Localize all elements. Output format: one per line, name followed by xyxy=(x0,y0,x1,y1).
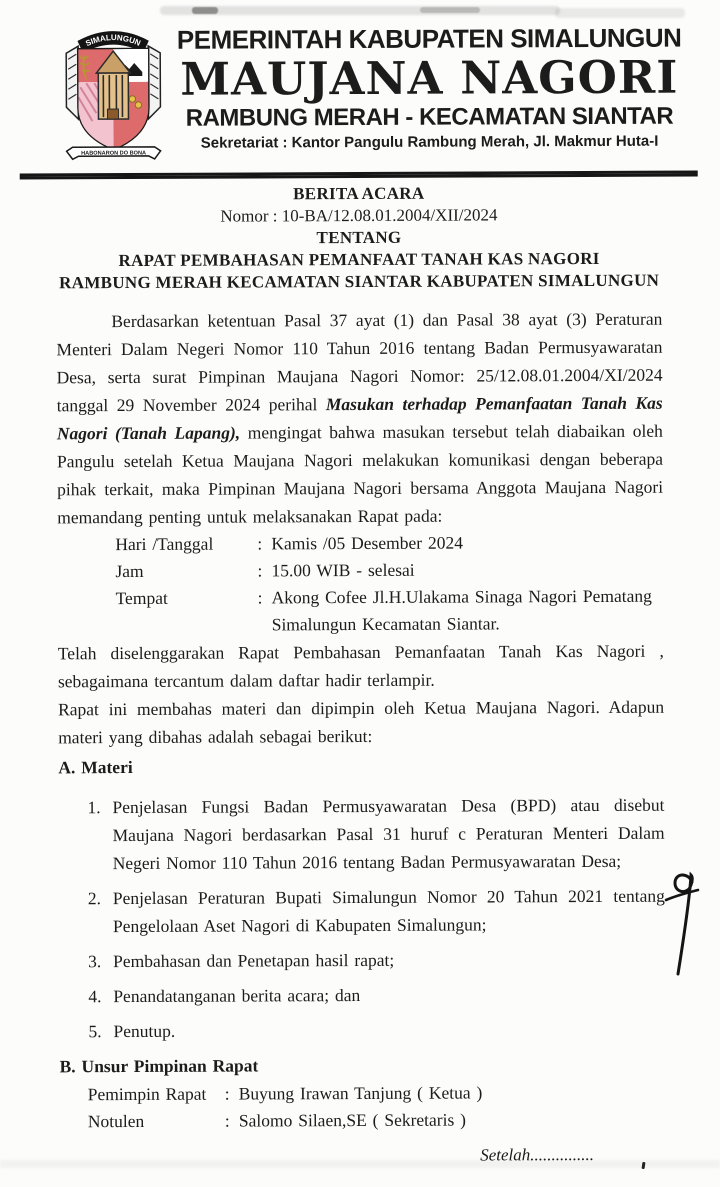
crest-ribbon-text: HABONARON DO BONA xyxy=(81,150,147,157)
government-name: PEMERINTAH KABUPATEN SIMALUNGUN xyxy=(176,22,682,55)
colon-separator: : xyxy=(257,560,263,581)
time-value: 15.00 WIB - selesai xyxy=(271,559,415,581)
document-body xyxy=(0,304,720,1171)
day-date-label: Hari /Tanggal xyxy=(115,533,214,555)
meeting-details xyxy=(57,529,663,640)
agenda-item: 2. Penjelasan Peraturan Bupati Simalungun Nomor 20 Tahun 2021 tentang Pengelolaan Aset Nagori di Kabupaten Simalungun; xyxy=(107,882,665,940)
document-type-title: BERITA ACARA xyxy=(293,183,425,204)
agenda-item: 4. Penandatanganan berita acara; dan xyxy=(107,980,665,1010)
opening-paragraph-continuation: mengingat bahwa masukan tersebut telah diabaikan oleh Pangulu setelah Ketua Maujana Nagori melakukan komunikasi dengan beberapa pihak terkait, maka Pimpinan Maujana Nagori bersama Anggota Maujana Nagori memandang penting untuk melaksanakan Rapat pada: xyxy=(56,420,664,528)
leader-value: Buyung Irawan Tanjung ( Ketua ) xyxy=(238,1082,483,1104)
agenda-item: 1. Penjelasan Fungsi Badan Permusyawaratan Desa (BPD) atau disebut Maujana Nagori berdasarkan Pasal 31 huruf c Peraturan Menteri Dalam Negeri Nomor 110 Tahun 2016 tentang Badan Permusyawaratan Desa; xyxy=(106,791,664,877)
catchword-setelah: Setelah............... xyxy=(480,1144,595,1165)
day-date-value: Kamis /05 Desember 2024 xyxy=(271,532,463,554)
row-meeting-leader xyxy=(60,1079,666,1109)
row-note-taker xyxy=(60,1106,666,1136)
crest-icon xyxy=(58,21,169,163)
agenda-item: 5. Penutup. xyxy=(107,1015,665,1045)
notulen-label: Notulen xyxy=(87,1110,145,1132)
subject-line-2: RAMBUNG MERAH KECAMATAN SIANTAR KABUPATEN SIMALUNGUN xyxy=(59,270,660,293)
paragraph-held-meeting: Telah diselenggarakan Rapat Pembahasan Pemanfaatan Tanah Kas Nagori , sebagaimana tercantum dalam daftar hadir terlampir. xyxy=(57,640,664,692)
agenda-list xyxy=(58,791,665,1046)
letterhead xyxy=(0,0,719,169)
organization-name: MAUJANA NAGORI xyxy=(180,50,679,106)
colon-separator: : xyxy=(257,587,263,608)
letterhead-text xyxy=(168,19,691,154)
document-title-block xyxy=(0,181,719,294)
opening-paragraph xyxy=(56,305,663,532)
place-value: Akong Cofee Jl.H.Ulakama Sinaga Nagori Pematang Simalungun Kecamatan Siantar. xyxy=(271,585,652,635)
leader-label: Pemimpin Rapat xyxy=(87,1083,207,1105)
colon-separator: : xyxy=(224,1083,230,1104)
time-label: Jam xyxy=(115,560,144,582)
simalungun-crest-logo xyxy=(58,21,169,168)
section-b-heading: B. Unsur Pimpinan Rapat xyxy=(59,1055,259,1077)
village-district-line: RAMBUNG MERAH - KECAMATAN SIANTAR xyxy=(185,102,674,132)
detail-row-place xyxy=(58,583,664,640)
meeting-leadership xyxy=(60,1079,666,1136)
agenda-item: 3. Pembahasan dan Penetapan hasil rapat; xyxy=(107,945,665,975)
letterhead-divider xyxy=(20,171,698,180)
subject-line-1: RAPAT PEMBAHASAN PEMANFAAT TANAH KAS NAGORI xyxy=(118,248,600,271)
detail-row-time xyxy=(57,556,663,586)
notulen-value: Salomo Silaen,SE ( Sekretaris ) xyxy=(238,1109,467,1131)
document-number: Nomor : 10-BA/12.08.01.2004/XII/2024 xyxy=(220,205,498,226)
colon-separator: : xyxy=(224,1110,230,1131)
detail-row-day-date xyxy=(57,529,663,559)
place-label: Tempat xyxy=(115,587,168,609)
about-label: TENTANG xyxy=(316,227,402,248)
letter-subject-emphasis: Masukan terhadap Pemanfaatan Tanah Kas Nagori (Tanah Lapang), xyxy=(56,392,663,444)
section-a-heading: A. Materi xyxy=(58,756,133,778)
colon-separator: : xyxy=(257,533,263,554)
paragraph-agenda-intro: Rapat ini membahas materi dan dipimpin oleh Ketua Maujana Nagori. Adapun materi yang dibahas adalah sebagai berikut: xyxy=(58,696,665,748)
opening-paragraph-text: Berdasarkan ketentuan Pasal 37 ayat (1) dan Pasal 38 ayat (3) Peraturan Menteri Dalam Negeri Nomor 110 Tahun 2016 tentang Badan Permusyawaratan Desa, serta surat Pimpinan Maujana Nagori Nomor: 25/12.08.01.2004/XI/2024 tanggal 29 November 2024 perihal xyxy=(56,308,663,416)
secretariat-address: Sekretariat : Kantor Pangulu Rambung Merah, Jl. Makmur Huta-I xyxy=(200,132,659,152)
crest-banner-text: SIMALUNGUN xyxy=(84,33,142,49)
